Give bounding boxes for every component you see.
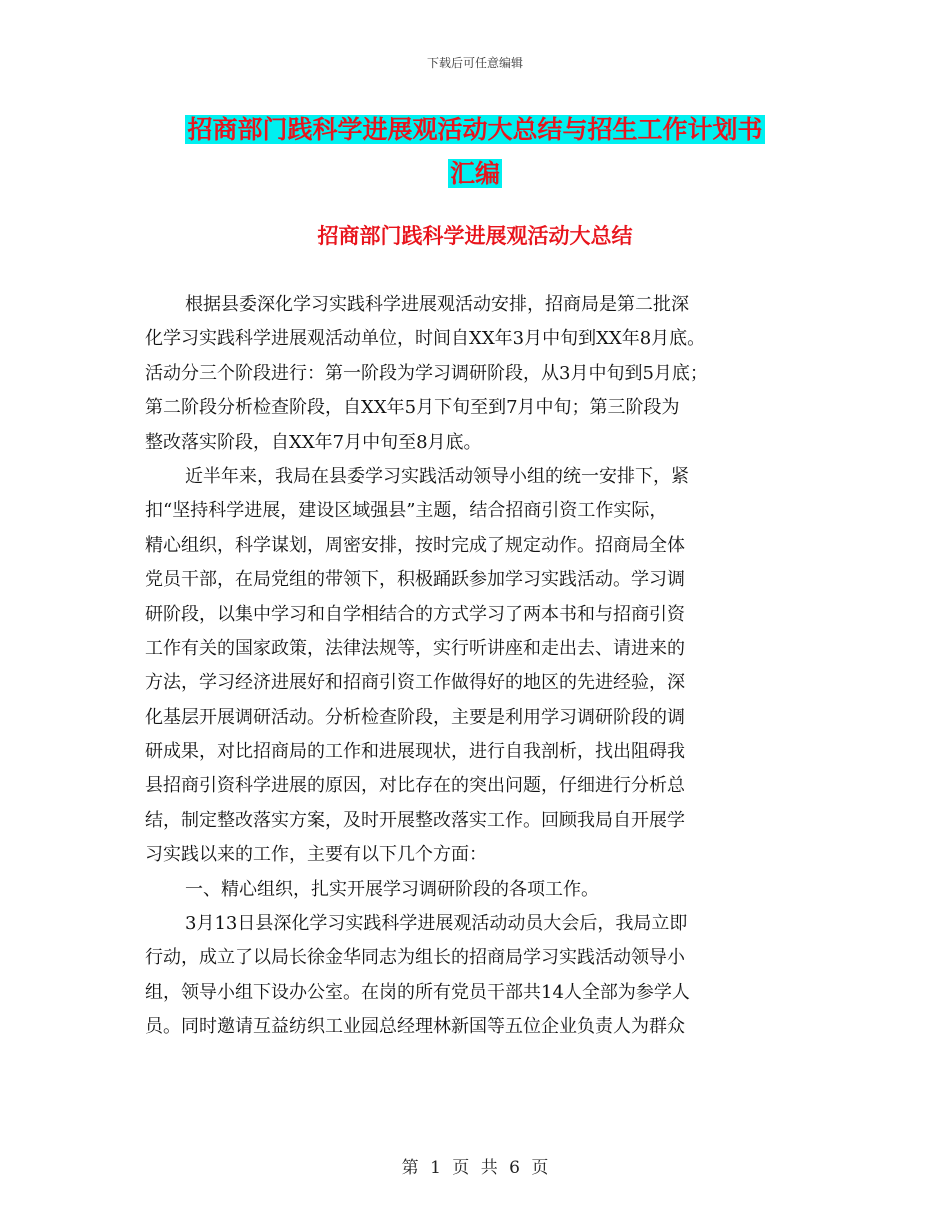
body-line: 组，领导小组下设办公室。在岗的所有党员干部共14人全部为参学人 xyxy=(145,981,690,1003)
body-line: 扣“坚持科学进展，建设区域强县”主题，结合招商引资工作实际， xyxy=(145,500,668,522)
body-line: 近半年来，我局在县委学习实践活动领导小组的统一安排下，紧 xyxy=(185,465,689,487)
body-text xyxy=(145,288,815,1045)
body-line: 化学习实践科学进展观活动单位，时间自XX年3月中旬到XX年8月底。 xyxy=(145,328,706,350)
page-header-note: 下载后可任意编辑 xyxy=(426,56,523,70)
body-line: 党员干部，在局党组的带领下，积极踊跃参加学习实践活动。学习调 xyxy=(145,569,685,591)
body-line: 精心组织，科学谋划，周密安排，按时完成了规定动作。招商局全体 xyxy=(145,534,685,556)
body-line: 工作有关的国家政策，法律法规等，实行听讲座和走出去、请进来的 xyxy=(145,637,685,659)
document-title-line-1 xyxy=(0,113,950,147)
body-line: 第二阶段分析检查阶段，自XX年5月下旬至到7月中旬；第三阶段为 xyxy=(145,397,680,419)
body-line: 化基层开展调研活动。分析检查阶段，主要是利用学习调研阶段的调 xyxy=(145,706,685,728)
body-line: 习实践以来的工作，主要有以下几个方面： xyxy=(145,844,487,866)
document-title-text-1: 招商部门践科学进展观活动大总结与招生工作计划书 xyxy=(187,115,763,144)
body-line: 整改落实阶段，自XX年7月中旬至8月底。 xyxy=(145,431,482,453)
page-footer: 第 1 页 共 6 页 xyxy=(401,1158,549,1178)
body-line: 3月13日县深化学习实践科学进展观活动动员大会后，我局立即 xyxy=(185,913,688,935)
body-line: 研阶段，以集中学习和自学相结合的方式学习了两本书和与招商引资 xyxy=(145,603,685,625)
section-title: 招商部门践科学进展观活动大总结 xyxy=(317,223,633,248)
document-title-text-2: 汇编 xyxy=(449,159,500,188)
body-line: 县招商引资科学进展的原因，对比存在的突出问题，仔细进行分析总 xyxy=(145,775,685,797)
body-line: 研成果，对比招商局的工作和进展现状，进行自我剖析，找出阻碍我 xyxy=(145,741,685,763)
body-line: 行动，成立了以局长徐金华同志为组长的招商局学习实践活动领导小 xyxy=(145,947,685,969)
body-line: 结，制定整改落实方案，及时开展整改落实工作。回顾我局自开展学 xyxy=(145,809,685,831)
document-title-line-2 xyxy=(0,157,950,191)
body-line: 根据县委深化学习实践科学进展观活动安排，招商局是第二批深 xyxy=(185,294,689,315)
body-line: 一、精心组织，扎实开展学习调研阶段的各项工作。 xyxy=(185,878,599,900)
body-line: 方法，学习经济进展好和招商引资工作做得好的地区的先进经验，深 xyxy=(145,672,685,694)
body-line: 活动分三个阶段进行：第一阶段为学习调研阶段，从3月中旬到5月底； xyxy=(145,362,708,384)
body-line: 员。同时邀请互益纺织工业园总经理林新国等五位企业负责人为群众 xyxy=(145,1016,685,1038)
